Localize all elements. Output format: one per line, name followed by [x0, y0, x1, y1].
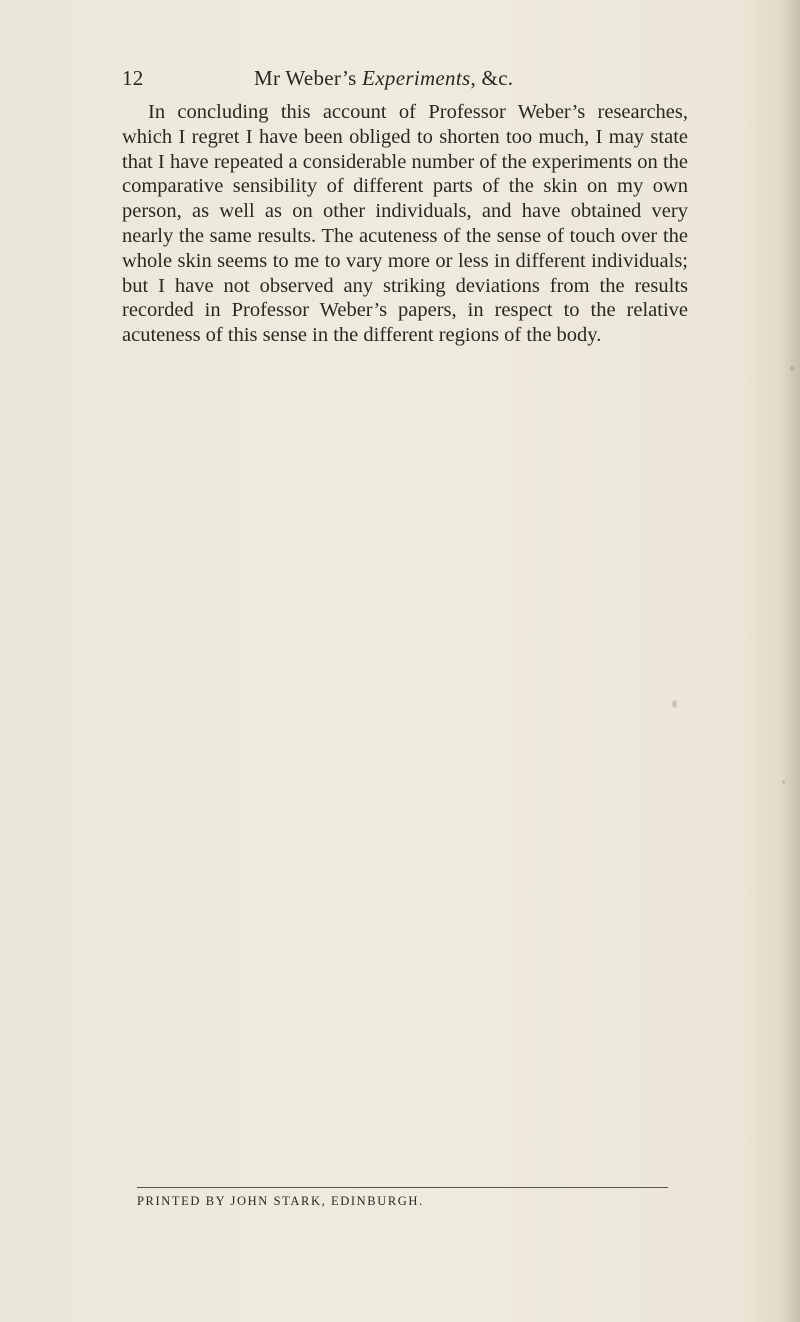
header-title: [254, 66, 513, 91]
page-number: 12: [122, 66, 144, 90]
paper-speck: [672, 700, 677, 708]
page-edge-shadow: [782, 0, 800, 1322]
header-title-italic: Experiments: [362, 66, 471, 90]
printer-imprint: PRINTED BY JOHN STARK, EDINBURGH.: [137, 1194, 424, 1208]
header-suffix: , &c.: [470, 66, 514, 90]
paper-speck: [790, 366, 794, 371]
footer-rule: [137, 1187, 668, 1188]
body-paragraph: In concluding this account of Professor Weber’s researches, which I regret I have been obliged to shorten too much, I may state that I have repeated a considerable number of the experiments on the comparative sensibility of different parts of the skin on my own person, as well as on other individuals, and have obtained very nearly the same results. The acuteness of the sense of touch over the whole skin seems to me to vary more or less in different individuals; but I have not observed any striking deviations from the results recorded in Professor Weber’s papers, in respect to the relative acuteness of this sense in the different regions of the body.: [122, 101, 688, 347]
paper-speck: [782, 780, 785, 784]
running-head: [122, 66, 682, 96]
header-author: Mr Weber’s: [254, 66, 357, 90]
